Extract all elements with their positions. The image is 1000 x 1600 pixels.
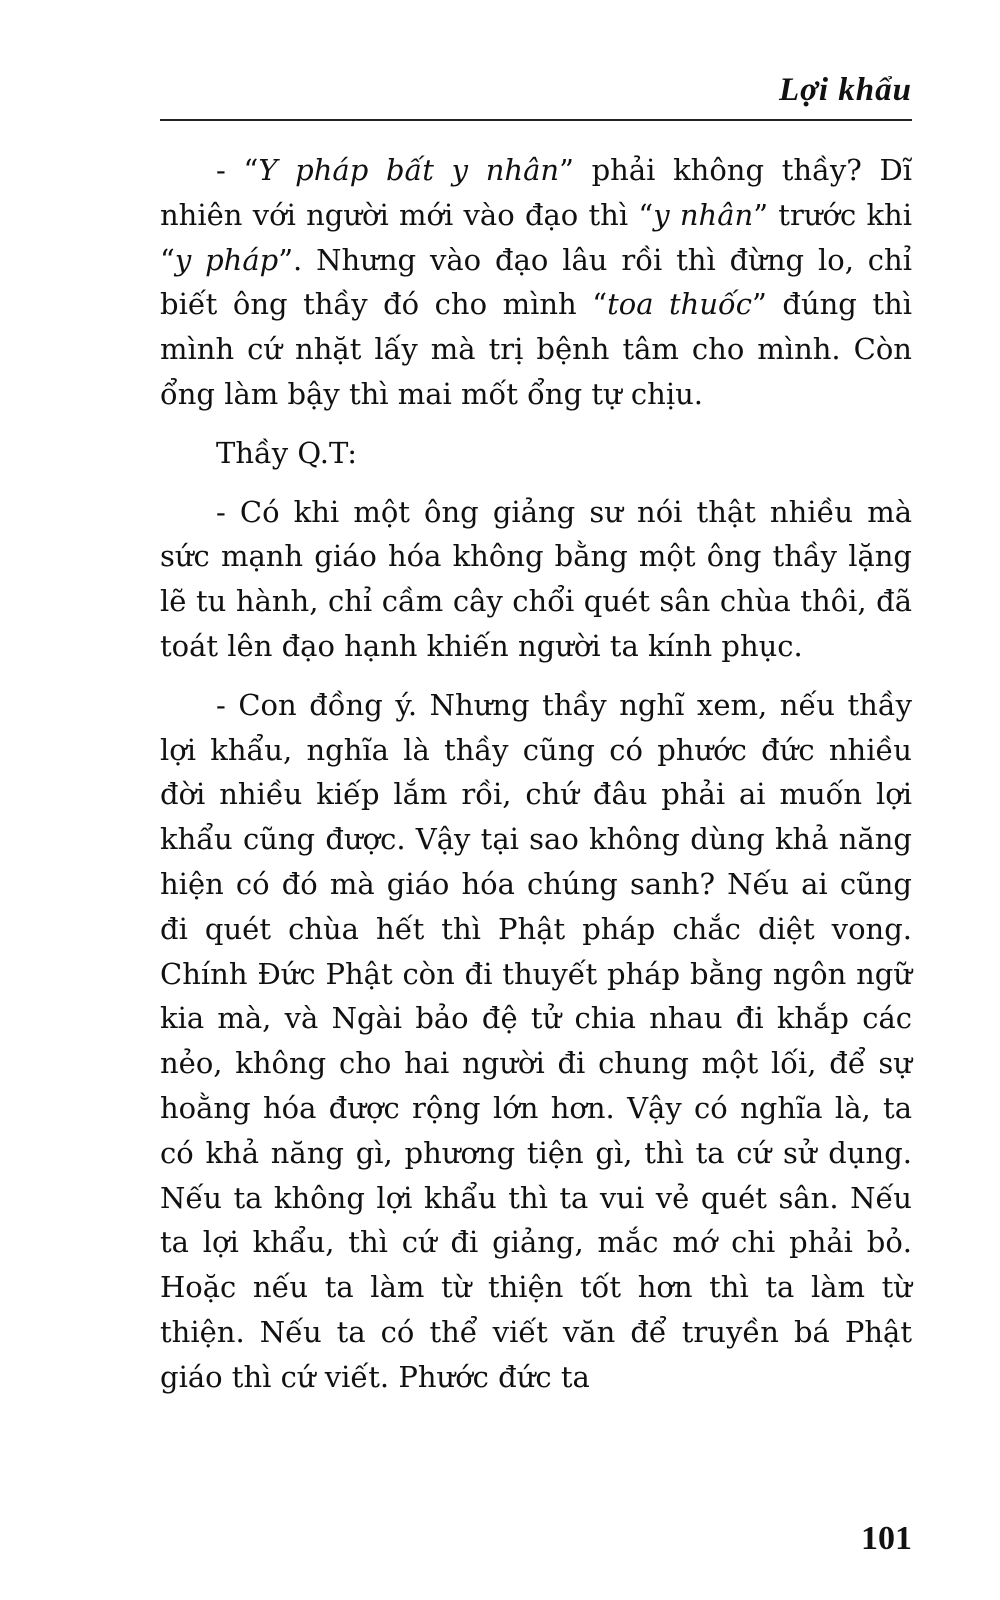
page-number: 101 [861, 1520, 912, 1557]
speaker-label: Thầy Q.T: [216, 435, 358, 470]
text-segment: - “ [216, 153, 259, 187]
paragraph-speaker [160, 431, 912, 476]
italic-phrase: toa thuốc [607, 287, 753, 322]
text-segment: ” đúng thì mình cứ nhặt lấy mà trị bệnh tâm cho mình. Còn ổng làm bậy thì mai mốt ổng tự chịu. [160, 287, 912, 411]
text-segment: - Có khi một ông giảng sư nói thật nhiều mà sức mạnh giáo hóa không bằng một ông thầy lặng lẽ tu hành, chỉ cầm cây chổi quét sân chùa thôi, đã toát lên đạo hạnh khiến người ta kính phục. [160, 494, 912, 663]
running-header-title: Lợi khẩu [779, 72, 912, 108]
italic-phrase: y pháp [174, 242, 279, 277]
body-text [160, 148, 912, 1414]
paragraph [160, 148, 912, 417]
italic-phrase: y nhân [653, 197, 754, 232]
text-segment: ”. Nhưng vào đạo lâu rồi thì đừng lo, chỉ biết ông thầy đó cho mình “ [160, 242, 913, 322]
text-segment: ” phải không thầy? Dĩ nhiên với người mới vào đạo thì “ [160, 153, 913, 232]
italic-phrase: Y pháp bất y nhân [258, 153, 560, 187]
text-segment: ” trước khi “ [160, 197, 912, 277]
paragraph [160, 683, 912, 1400]
paragraph [160, 490, 912, 669]
header-divider [160, 119, 912, 121]
text-segment: - Con đồng ý. Nhưng thầy nghĩ xem, nếu thầy lợi khẩu, nghĩa là thầy cũng có phước đức nhiều đời nhiều kiếp lắm rồi, chứ đâu phải ai muốn lợi khẩu cũng được. Vậy tại sao không dùng khả năng hiện có đó mà giáo hóa chúng sanh? Nếu ai cũng đi quét chùa hết thì Phật pháp chắc diệt vong. Chính Đức Phật còn đi thuyết pháp bằng ngôn ngữ kia mà, và Ngài bảo đệ tử chia nhau đi khắp các nẻo, không cho hai người đi chung một lối, để sự hoằng hóa được rộng lớn hơn. Vậy có nghĩa là, ta có khả năng gì, phương tiện gì, thì ta cứ sử dụng. Nếu ta không lợi khẩu thì ta vui vẻ quét sân. Nếu ta lợi khẩu, thì cứ đi giảng, mắc mớ chi phải bỏ. Hoặc nếu ta làm từ thiện tốt hơn thì ta làm từ thiện. Nếu ta có thể viết văn để truyền bá Phật giáo thì cứ viết. Phước đức ta [160, 687, 912, 1394]
